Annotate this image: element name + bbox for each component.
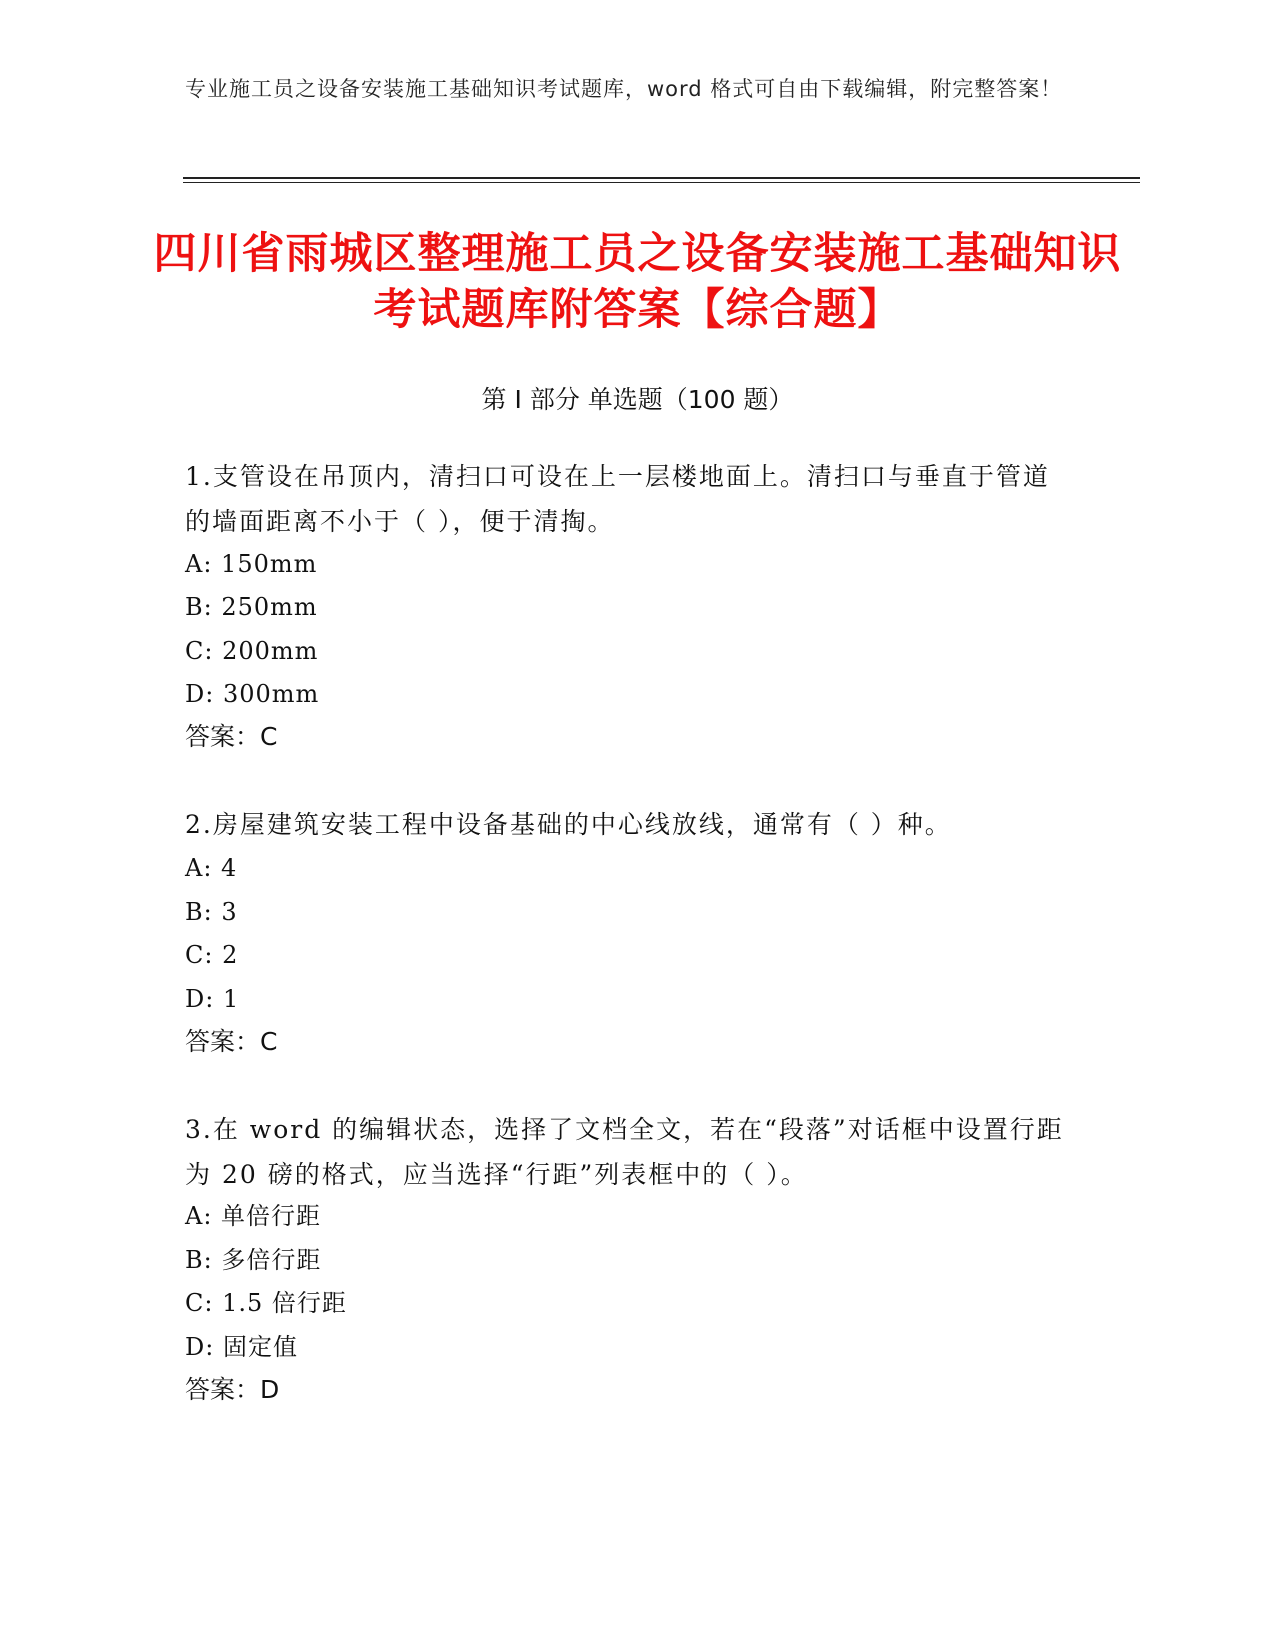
question-answer: 答案：D: [185, 1375, 280, 1404]
header-note: 专业施工员之设备安装施工基础知识考试题库，word 格式可自由下载编辑，附完整答案！: [185, 77, 1063, 101]
question-option: A: 4: [185, 854, 238, 882]
question-option: B: 多倍行距: [185, 1246, 322, 1274]
question-option: C: 200mm: [185, 637, 319, 665]
question-option: A: 单倍行距: [185, 1202, 322, 1230]
question-stem: 1.支管设在吊顶内，清扫口可设在上一层楼地面上。清扫口与垂直于管道的墙面距离不小于（ ），便于清掏。: [185, 462, 1050, 536]
document-title: 四川省雨城区整理施工员之设备安装施工基础知识考试题库附答案【综合题】: [153, 229, 1122, 335]
header-divider-thin: [183, 182, 1140, 183]
question-option: D: 固定值: [185, 1333, 298, 1361]
section-heading: 第 I 部分 单选题（100 题）: [481, 385, 794, 414]
question-stem: 2.房屋建筑安装工程中设备基础的中心线放线，通常有（ ）种。: [185, 810, 952, 839]
question-option: D: 300mm: [185, 680, 320, 708]
header-divider-thick: [183, 177, 1140, 179]
question-option: C: 2: [185, 941, 239, 969]
question-option: B: 250mm: [185, 593, 318, 621]
question-option: C: 1.5 倍行距: [185, 1289, 347, 1317]
question-stem: 3.在 word 的编辑状态，选择了文档全文，若在“段落”对话框中设置行距为 20 磅的格式，应当选择“行距”列表框中的（ ）。: [185, 1115, 1064, 1189]
question-option: A: 150mm: [185, 550, 318, 578]
question-answer: 答案：C: [185, 722, 278, 751]
question-option: B: 3: [185, 898, 238, 926]
question-option: D: 1: [185, 985, 240, 1013]
question-answer: 答案：C: [185, 1027, 278, 1056]
